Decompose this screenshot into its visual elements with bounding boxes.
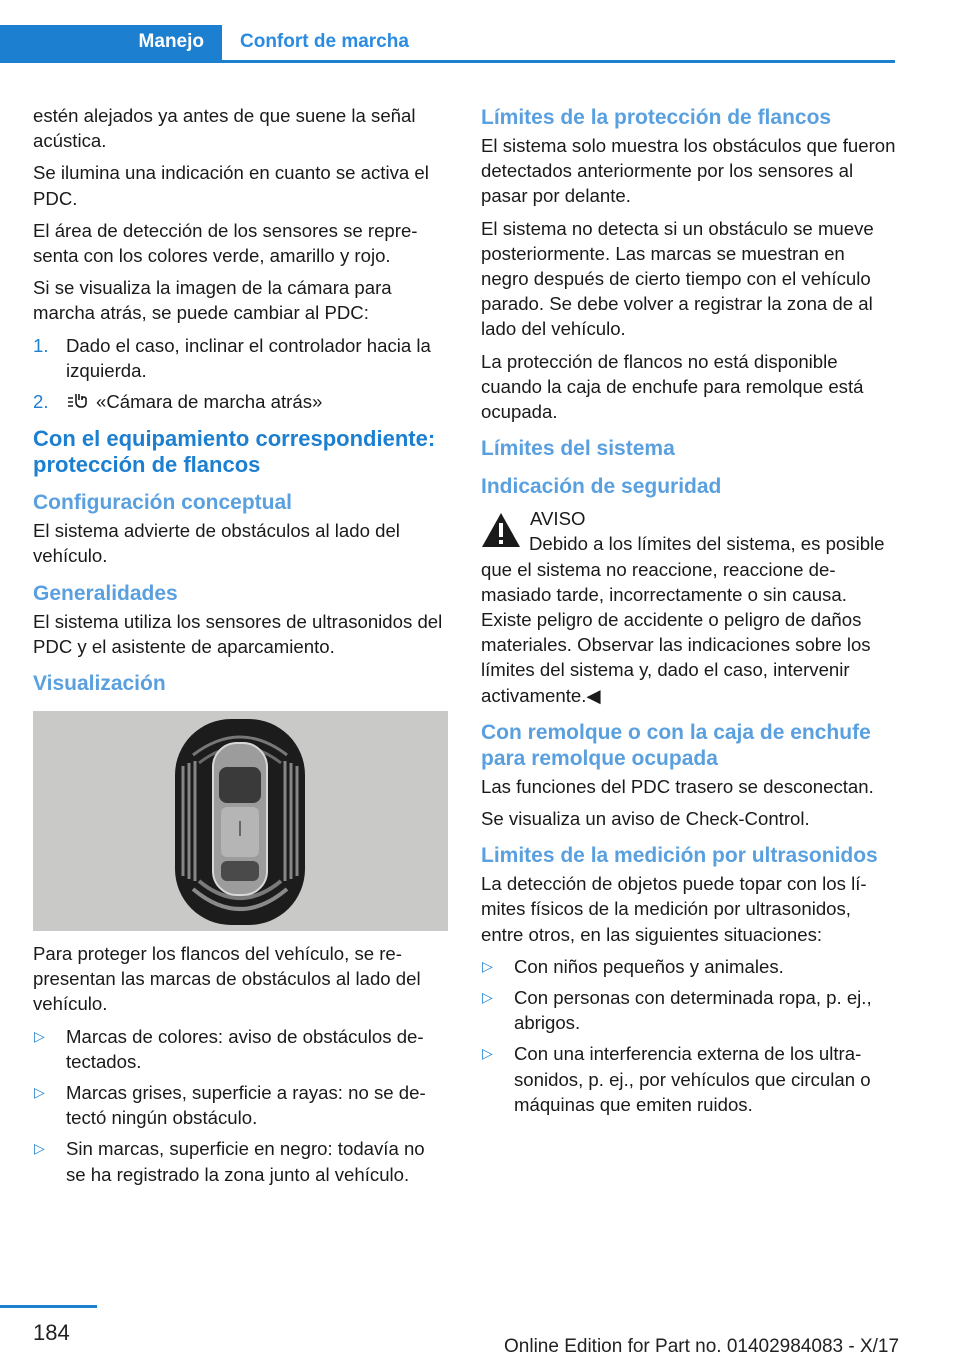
warning-block <box>481 506 896 708</box>
paragraph: La detección de objetos puede topar con los límites físicos de la medición por ultrasonidos, entre otros, en las siguientes situaciones: <box>481 873 867 945</box>
list-item-text: Con una interferencia externa de los ultrasonidos, p. ej., por vehículos que circulan o máquinas que emiten ruidos. <box>514 1043 871 1115</box>
left-column <box>33 103 448 1195</box>
triangle-right-icon: ▷ <box>482 989 493 1006</box>
paragraph: Se ilumina una indicación en cuanto se activa el PDC. <box>33 162 429 209</box>
paragraph: Se visualiza un aviso de Check-Control. <box>481 808 810 830</box>
bullet-list <box>481 954 896 1117</box>
subsection-heading: Visualización <box>33 672 166 696</box>
section-heading: Con el equipamiento correspondiente: protección de flancos <box>33 426 436 478</box>
list-item <box>481 954 896 979</box>
step-number: 2. <box>33 391 49 413</box>
paragraph: estén alejados ya antes de que suene la señal acústica. <box>33 105 416 152</box>
list-item-text: Sin marcas, superficie en negro: todavía no se ha registrado la zona junto al vehículo. <box>66 1138 425 1185</box>
triangle-right-icon: ▷ <box>34 1027 45 1044</box>
subsection-heading: Generalidades <box>33 581 178 605</box>
subsection-heading: Limites de la medición por ultrasonidos <box>481 844 878 868</box>
triangle-right-icon: ▷ <box>34 1140 45 1157</box>
warning-title: AVISO <box>530 508 586 530</box>
header-rule <box>0 60 895 63</box>
bullet-list <box>33 1024 448 1187</box>
warning-triangle-icon <box>481 512 521 548</box>
subsection-heading: Indicación de seguridad <box>481 475 722 499</box>
car-top-view-illustration <box>33 711 448 931</box>
triangle-right-icon: ▷ <box>482 1045 493 1062</box>
footer-rule <box>0 1305 97 1308</box>
subsection-heading: Límites de la protección de flancos <box>481 106 832 129</box>
flank-protection-display-image <box>33 711 448 931</box>
paragraph: La protección de flancos no está disponible cuando la caja de enchufe para remolque está ocupada. <box>481 350 864 423</box>
paragraph: El sistema no detecta si un obstáculo se mueve posteriormente. Las marcas se muestran en negro después de cierto tiempo con el vehículo parado. Se debe volver a registrar la zona de al lado del vehículo. <box>481 217 874 340</box>
list-item-text: Marcas grises, superficie a rayas: no se detectó ningún obstáculo. <box>66 1082 426 1129</box>
section-heading: Límites del sistema <box>481 437 675 461</box>
paragraph: El sistema utiliza los sensores de ultrasonidos del PDC y el asistente de aparcamiento. <box>33 610 443 657</box>
warning-text: Debido a los límites del sistema, es posible que el sistema no reaccione, reaccione demasiado tarde, incorrectamente o sin causa. Existe peligro de accidente o peligro de daños materiales. Observar las indicaciones sobre los límites del sistema y, dado el caso, intervenir activamente.◀ <box>481 533 885 706</box>
subsection-tab: Confort de marcha <box>240 31 409 52</box>
list-item-text: Con personas con determinada ropa, p. ej., abrigos. <box>514 987 872 1034</box>
subsection-heading: Configuración conceptual <box>33 491 293 515</box>
edition-footer: Online Edition for Part no. 01402984083 - X/17 <box>504 1336 900 1357</box>
section-tab: Manejo <box>0 25 222 61</box>
list-item <box>481 1041 896 1117</box>
subsection-heading: Con remolque o con la caja de enchufe para remolque ocupada <box>481 720 871 770</box>
list-item-text: Con niños pequeños y animales. <box>514 955 784 977</box>
step-list <box>33 333 448 415</box>
step-item <box>33 333 448 383</box>
paragraph: Las funciones del PDC trasero se desconectan. <box>481 775 874 797</box>
list-item <box>33 1080 448 1130</box>
page-number: 184 <box>33 1320 70 1345</box>
paragraph: El área de detección de los sensores se representa con los colores verde, amarillo y rojo. <box>33 219 418 267</box>
right-column <box>481 103 896 1125</box>
pdc-sensor-icon <box>66 391 88 411</box>
paragraph: Para proteger los flancos del vehículo, se representan las marcas de obstáculos al lado del vehículo. <box>33 943 421 1015</box>
step-text: «Cámara de marcha atrás» <box>96 391 323 413</box>
list-item <box>481 985 896 1035</box>
paragraph: El sistema advierte de obstáculos al lado del vehículo. <box>33 520 400 567</box>
step-number: 1. <box>33 334 49 356</box>
triangle-right-icon: ▷ <box>482 957 493 974</box>
list-item <box>33 1136 448 1186</box>
list-item <box>33 1024 448 1074</box>
step-text: Dado el caso, inclinar el controlador hacia la izquierda. <box>66 334 431 381</box>
triangle-right-icon: ▷ <box>34 1084 45 1101</box>
step-item <box>33 389 448 414</box>
paragraph: El sistema solo muestra los obstáculos que fueron detectados anteriormente por los sensores al pasar por delante. <box>481 135 896 207</box>
paragraph: Si se visualiza la imagen de la cámara para marcha atrás, se puede cambiar al PDC: <box>33 277 392 324</box>
list-item-text: Marcas de colores: aviso de obstáculos detectados. <box>66 1025 424 1072</box>
